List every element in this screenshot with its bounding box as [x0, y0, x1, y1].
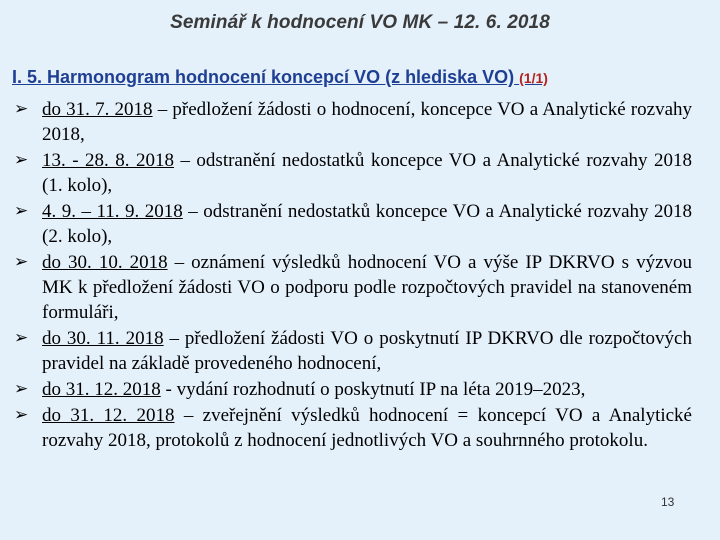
- page-number: 13: [661, 495, 675, 509]
- item-text: – odstranění nedostatků koncepce VO a Analytické rozvahy 2018 (1. kolo),: [42, 150, 692, 196]
- arrow-bullet-icon: ➢: [14, 328, 29, 348]
- item-text: – oznámení výsledků hodnocení VO a výše IP DKRVO s výzvou MK k předložení žádosti VO o podporu podle rozpočtových pravidel na stanoveném formuláři,: [42, 252, 692, 323]
- arrow-bullet-icon: ➢: [14, 379, 29, 399]
- arrow-bullet-icon: ➢: [14, 201, 29, 221]
- item-text: – zveřejnění výsledků hodnocení = koncepcí VO a Analytické rozvahy 2018, protokolů z hodnocení jednotlivých VO a souhrnného protokolu.: [42, 405, 692, 451]
- section-heading-text: I. 5. Harmonogram hodnocení koncepcí VO (z hlediska VO): [12, 67, 515, 87]
- list-item: [14, 148, 692, 198]
- section-heading-page-indicator: (1/1): [519, 70, 548, 86]
- list-item: [14, 97, 692, 147]
- item-date: do 31. 12. 2018: [42, 405, 175, 426]
- item-date: do 31. 7. 2018: [42, 99, 153, 120]
- item-date: do 30. 11. 2018: [42, 328, 164, 349]
- arrow-bullet-icon: ➢: [14, 252, 29, 272]
- item-date: 13. - 28. 8. 2018: [42, 150, 174, 171]
- section-heading: [12, 67, 712, 88]
- item-text: – předložení žádosti o hodnocení, koncepce VO a Analytické rozvahy 2018,: [42, 99, 693, 145]
- schedule-list: [14, 97, 692, 454]
- item-date: do 30. 10. 2018: [42, 252, 168, 273]
- item-text: - vydání rozhodnutí o poskytnutí IP na léta 2019–2023,: [160, 379, 586, 400]
- item-date: do 31. 12. 2018: [42, 379, 161, 400]
- list-item: [14, 377, 692, 402]
- list-item: [14, 326, 692, 376]
- list-item: [14, 199, 692, 249]
- arrow-bullet-icon: ➢: [14, 99, 29, 119]
- slide-header: Seminář k hodnocení VO MK – 12. 6. 2018: [170, 12, 550, 33]
- arrow-bullet-icon: ➢: [14, 405, 29, 425]
- item-date: 4. 9. – 11. 9. 2018: [42, 201, 183, 222]
- item-text: – předložení žádosti VO o poskytnutí IP DKRVO dle rozpočtových pravidel na základě provedeného hodnocení,: [42, 328, 692, 374]
- item-text: – odstranění nedostatků koncepce VO a Analytické rozvahy 2018 (2. kolo),: [42, 201, 693, 247]
- list-item: [14, 403, 692, 453]
- arrow-bullet-icon: ➢: [14, 150, 29, 170]
- list-item: [14, 250, 692, 325]
